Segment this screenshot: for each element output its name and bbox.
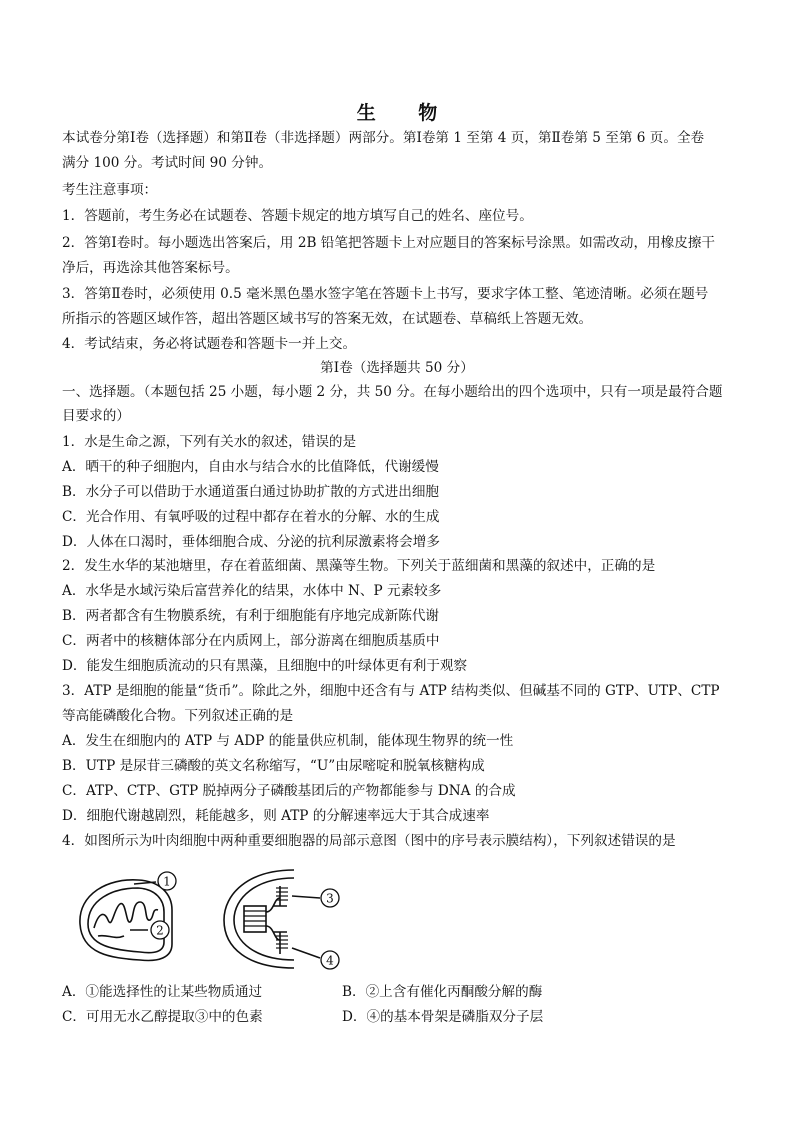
notice-item: 3．答第Ⅱ卷时，必须使用 0.5 毫米黑色墨水签字笔在答题卡上书写，要求字体工整、笔迹清晰。必须在题号	[62, 286, 709, 302]
page-title: 生 物	[356, 102, 456, 124]
notice-item: 4．考试结束，务必将试题卷和答题卡一并上交。	[62, 336, 357, 352]
notice-item: 1．答题前，考生务必在试题卷、答题卡规定的地方填写自己的姓名、座位号。	[62, 208, 533, 224]
section-title: 第Ⅰ卷（选择题共 50 分）	[320, 360, 474, 376]
label-1: 1	[163, 874, 171, 889]
question-2-stem: 2．发生水华的某池塘里，存在着蓝细菌、黑藻等生物。下列关于蓝细菌和黑藻的叙述中，正确的是	[62, 558, 656, 574]
question-3-option-b: B．UTP 是尿苷三磷酸的英文名称缩写，“U”由尿嘧啶和脱氧核糖构成	[62, 758, 485, 774]
question-1-option-a: A．晒干的种子细胞内，自由水与结合水的比值降低，代谢缓慢	[62, 459, 439, 475]
label-3: 3	[326, 891, 334, 906]
mitochondrion-cristae	[94, 902, 158, 928]
question-1-option-c: C．光合作用、有氧呼吸的过程中都存在着水的分解、水的生成	[62, 509, 440, 525]
question-4-option-b: B．②上含有催化丙酮酸分解的酶	[342, 984, 543, 1000]
part-intro-line: 一、选择题。（本题包括 25 小题，每小题 2 分，共 50 分。在每小题给出的四个选项中，只有一项是最符合题	[62, 384, 723, 400]
notice-item: 净后，再选涂其他答案标号。	[62, 260, 239, 276]
intro-line: 满分 100 分。考试时间 90 分钟。	[62, 155, 273, 171]
organelle-figure	[68, 864, 368, 974]
question-4-option-a: A．①能选择性的让某些物质通过	[62, 984, 263, 1000]
notice-item: 2．答第Ⅰ卷时。每小题选出答案后，用 2B 铅笔把答题卡上对应题目的答案标号涂黑。如需改动，用橡皮擦干	[62, 235, 716, 251]
question-3-stem: 3．ATP 是细胞的能量“货币”。除此之外，细胞中还含有与 ATP 结构类似、但碱基不同的 GTP、UTP、CTP	[62, 683, 720, 699]
question-1-stem: 1．水是生命之源，下列有关水的叙述，错误的是	[62, 434, 357, 450]
label-3-leader	[292, 896, 320, 898]
question-4-stem: 4．如图所示为叶肉细胞中两种重要细胞器的局部示意图（图中的序号表示膜结构），下列叙述错误的是	[62, 833, 676, 849]
notice-item: 所指示的答题区域作答，超出答题区域书写的答案无效，在试题卷、草稿纸上答题无效。	[62, 311, 593, 327]
mitochondrion-inner-membrane	[88, 888, 164, 953]
question-3-option-d: D．细胞代谢越剧烈，耗能越多，则 ATP 的分解速率远大于其合成速率	[62, 808, 490, 824]
notice-heading: 考生注意事项：	[62, 182, 158, 198]
label-4-leader	[292, 948, 320, 958]
question-2-option-a: A．水华是水域污染后富营养化的结果，水体中 N、P 元素较多	[62, 583, 442, 599]
question-1-option-d: D．人体在口渴时，垂体细胞合成、分泌的抗利尿激素将会增多	[62, 534, 440, 550]
intro-line: 本试卷分第Ⅰ卷（选择题）和第Ⅱ卷（非选择题）两部分。第Ⅰ卷第 1 至第 4 页，第Ⅱ卷第 5 至第 6 页。全卷	[62, 130, 705, 146]
part-intro-line: 目要求的）	[62, 408, 130, 424]
question-4-option-d: D．④的基本骨架是磷脂双分子层	[342, 1009, 544, 1025]
mitochondrion-outer-membrane	[80, 880, 172, 961]
question-1-option-b: B．水分子可以借助于水通道蛋白通过协助扩散的方式进出细胞	[62, 484, 440, 500]
granum-left	[244, 906, 266, 932]
question-3-option-a: A．发生在细胞内的 ATP 与 ADP 的能量供应机制，能体现生物界的统一性	[62, 733, 514, 749]
question-4-option-c: C．可用无水乙醇提取③中的色素	[62, 1009, 263, 1025]
label-2: 2	[156, 923, 164, 938]
label-4: 4	[326, 953, 334, 968]
question-2-option-d: D．能发生细胞质流动的只有黑藻，且细胞中的叶绿体更有利于观察	[62, 658, 468, 674]
question-3-option-c: C．ATP、CTP、GTP 脱掉两分子磷酸基团后的产物都能参与 DNA 的合成	[62, 783, 516, 799]
question-2-option-c: C．两者中的核糖体部分在内质网上，部分游离在细胞质基质中	[62, 633, 440, 649]
question-3-stem: 等高能磷酸化合物。下列叙述正确的是	[62, 708, 294, 724]
question-2-option-b: B．两者都含有生物膜系统，有利于细胞能有序地完成新陈代谢	[62, 608, 440, 624]
stroma-lamellae	[266, 898, 280, 940]
